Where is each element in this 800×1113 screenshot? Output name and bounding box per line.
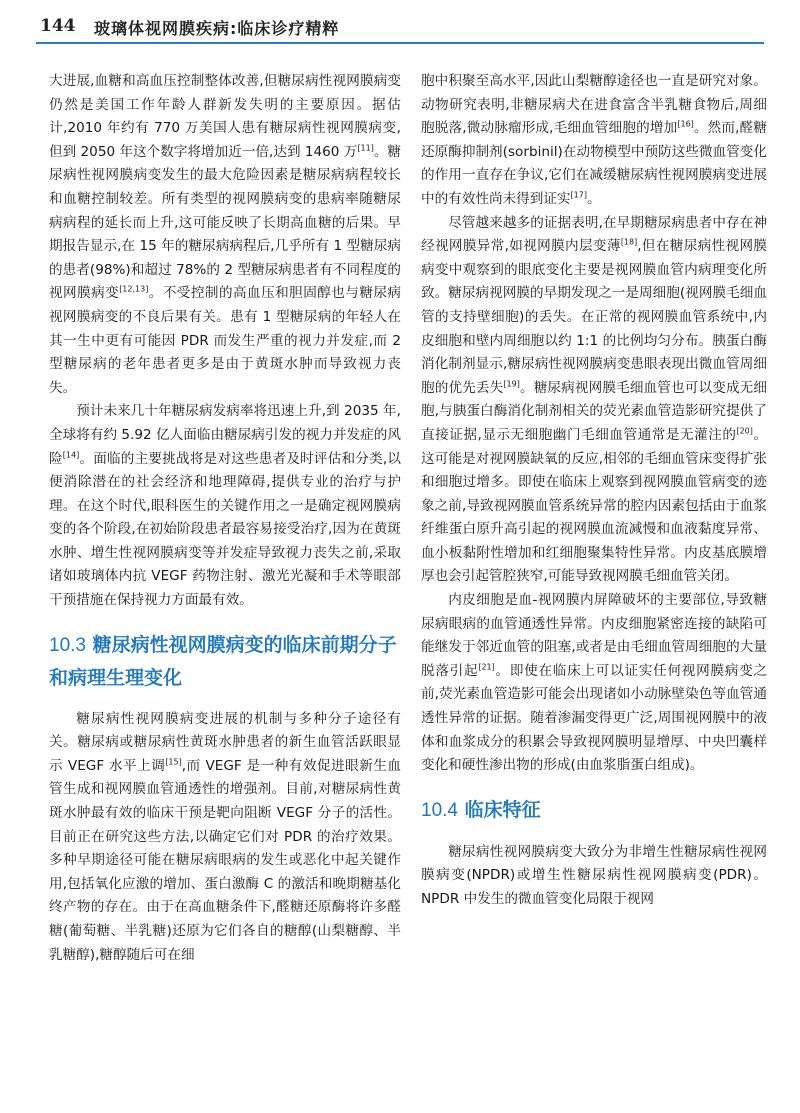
citation: [12,13]	[119, 284, 149, 294]
page-number: 144	[40, 16, 76, 36]
left-column	[49, 70, 401, 967]
paragraph: 糖尿病性视网膜病变大致分为非增生性糖尿病性视网膜病变(NPDR)或增生性糖尿病性视网膜病变(PDR)。NPDR 中发生的微血管变化局限于视网	[421, 843, 767, 907]
section-heading-10-3: 10.3 糖尿病性视网膜病变的临床前期分子和病理生理变化	[49, 633, 397, 689]
section-heading-10-4: 10.4 临床特征	[421, 798, 541, 821]
citation: [14]	[62, 449, 80, 459]
right-column	[421, 70, 767, 912]
paragraph: 大进展,血糖和高血压控制整体改善,但糖尿病性视网膜病变仍然是美国工作年龄人群新发失明的主要原因。据估计,2010 年约有 770 万美国人患有糖尿病性视网膜病变,但到 2050 年这个数字将增加近一倍,达到 1460 万[11]。糖尿病性视网膜病变发生的最大危险因素是糖尿病病程较长和血糖控制较差。所有类型的视网膜病变的患病率随糖尿病病程的延长而上升,这可能反映了长期高血糖的后果。早期报告显示,在 15 年的糖尿病病程后,几乎所有 1 型糖尿病的患者(98%)和超过 78%的 2 型糖尿病患者有不同程度的视网膜病变[12,13]。不受控制的高血压和胆固醇也与糖尿病视网膜病变的不良后果有关。患有 1 型糖尿病的年轻人在其一生中更有可能因 PDR 而发生严重的视力并发症,而 2 型糖尿病的老年患者更多是由于黄斑水肿而导致视力丧失。	[49, 73, 402, 396]
paragraph: 胞中积聚至高水平,因此山梨糖醇途径也一直是研究对象。动物研究表明,非糖尿病犬在进食富含半乳糖食物后,周细胞脱落,微动脉瘤形成,毛细血管细胞的增加[16]。然而,醛糖还原酶抑制剂(sorbinil)在动物模型中预防这些微血管变化的作用一直存在争议,它们在减缓糖尿病性视网膜病变进展中的有效性尚未得到证实[17]。	[421, 73, 767, 207]
citation: [15]	[165, 757, 182, 767]
citation: [16]	[677, 119, 694, 129]
running-title: 玻璃体视网膜疾病:临床诊疗精粹	[94, 19, 340, 38]
citation: [18]	[620, 237, 638, 247]
paragraph: 内皮细胞是血-视网膜内屏障破坏的主要部位,导致糖尿病眼病的血管通透性异常。内皮细胞紧密连接的缺陷可能继发于邻近血管的阻塞,或者是由毛细血管周细胞的大量脱落引起[21]。即使在临床上可以证实任何视网膜病变之前,荧光素血管造影可能会出现诸如小动脉壁染色等血管通透性异常的证据。随着渗漏变得更广泛,周围视网膜中的液体和血浆成分的积累会导致视网膜明显增厚、中央凹囊样变化和硬性渗出物的形成(由血浆脂蛋白组成)。	[421, 592, 768, 774]
citation: [21]	[478, 662, 495, 672]
header-rule	[36, 42, 764, 44]
citation: [19]	[503, 379, 520, 389]
page-header	[0, 0, 800, 44]
paragraph: 糖尿病性视网膜病变进展的机制与多种分子途径有关。糖尿病或糖尿病性黄斑水肿患者的新生血管活跃眼显示 VEGF 水平上调[15],而 VEGF 是一种有效促进眼新生血管生成和视网膜血管通透性的增强剂。目前,对糖尿病性黄斑水肿最有效的临床干预是靶向阻断 VEGF 分子的活性。目前正在研究这些方法,以确定它们对 PDR 的治疗效果。多种早期途径可能在糖尿病眼病的发生或恶化中起关键作用,包括氧化应激的增加、蛋白激酶 C 的激活和晚期糖基化终产物的存在。由于在高血糖条件下,醛糖还原酶将许多醛糖(葡萄糖、半乳糖)还原为它们各自的糖醇(山梨糖醇、半乳糖醇),糖醇随后可在细	[49, 710, 401, 963]
paragraph: 预计未来几十年糖尿病发病率将迅速上升,到 2035 年,全球将有约 5.92 亿人面临由糖尿病引发的视力并发症的风险[14]。面临的主要挑战将是对这些患者及时评估和分类,以便消除潜在的社会经济和地理障碍,提供专业的治疗与护理。在这个时代,眼科医生的关键作用之一是确定视网膜病变的各个阶段,在初始阶段患者最容易接受治疗,因为在黄斑水肿、增生性视网膜病变等并发症导致视力丧失之前,采取诸如玻璃体内抗 VEGF 药物注射、激光光凝和手术等眼部干预措施在保持视力方面最有效。	[49, 403, 401, 609]
paragraph: 尽管越来越多的证据表明,在早期糖尿病患者中存在神经视网膜异常,如视网膜内层变薄[18],但在糖尿病性视网膜病变中观察到的眼底变化主要是视网膜血管内病理变化所致。糖尿病视网膜的早期发现之一是周细胞(视网膜毛细血管的支持壁细胞)的丢失。在正常的视网膜血管系统中,内皮细胞和壁内周细胞以约 1:1 的比例均匀分布。胰蛋白酶消化制剂显示,糖尿病性视网膜病变患眼表现出微血管周细胞的优先丢失[19]。糖尿病视网膜毛细血管也可以变成无细胞,与胰蛋白酶消化制剂相关的荧光素血管造影研究提供了直接证据,显示无细胞幽门毛细血管通常是无灌注的[20]。这可能是对视网膜缺氧的反应,相邻的毛细血管床变得扩张和细胞过增多。即使在临床上观察到视网膜血管病变的迹象之前,导致视网膜血管系统异常的腔内因素包括由于血浆纤维蛋白原升高引起的视网膜血流减慢和血液黏度异常、血小板黏附性增加和红细胞聚集特性异常。内皮基底膜增厚也会引起管腔狭窄,可能导致视网膜毛细血管关闭。	[421, 214, 768, 585]
citation: [17]	[570, 190, 587, 200]
citation: [20]	[736, 426, 753, 436]
citation: [11]	[357, 143, 374, 153]
